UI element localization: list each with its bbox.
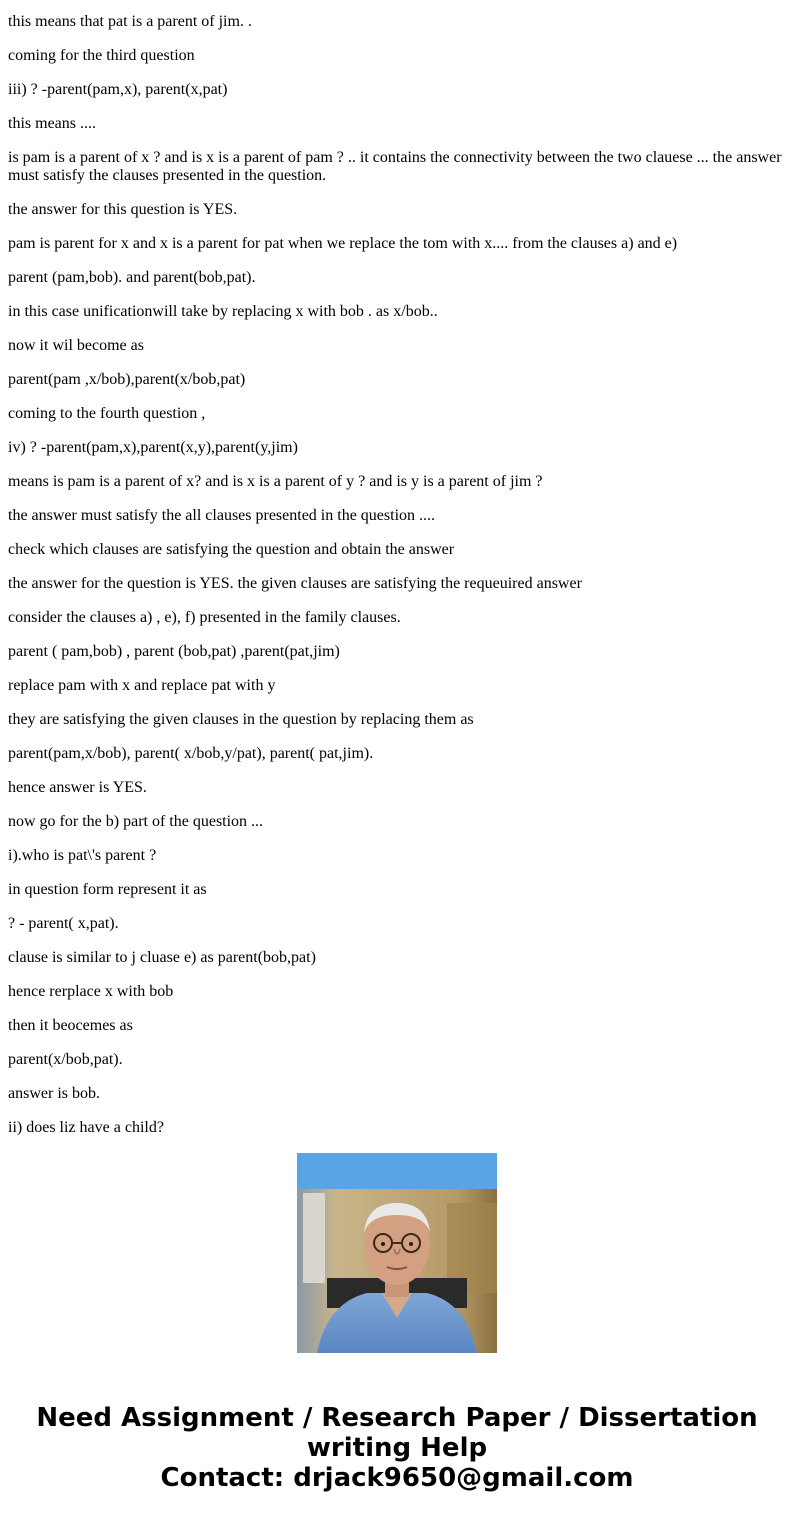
text-line: ii) does liz have a child? <box>8 1119 164 1136</box>
text-line: parent (pam,bob). and parent(bob,pat). <box>8 269 256 286</box>
text-line: answer is bob. <box>8 1085 100 1102</box>
text-line: check which clauses are satisfying the question and obtain the answer <box>8 541 455 558</box>
text-line: hence rerplace x with bob <box>8 983 174 1000</box>
text-line: the answer for the question is YES. the given clauses are satisfying the requeuired answer <box>8 575 582 592</box>
text-line: in this case unificationwill take by replacing x with bob . as x/bob.. <box>8 303 438 320</box>
text-line: parent(pam,x/bob), parent( x/bob,y/pat), parent( pat,jim). <box>8 745 374 762</box>
text-line: this means that pat is a parent of jim. . <box>8 13 252 30</box>
text-line: the answer must satisfy the all clauses presented in the question .... <box>8 507 436 524</box>
text-line: means is pam is a parent of x? and is x is a parent of y ? and is y is a parent of jim ? <box>8 473 543 490</box>
text-line: parent ( pam,bob) , parent (bob,pat) ,parent(pat,jim) <box>8 643 340 660</box>
author-avatar <box>297 1153 497 1353</box>
text-line: hence answer is YES. <box>8 779 147 796</box>
text-line: this means .... <box>8 115 96 132</box>
text-line: coming for the third question <box>8 47 195 64</box>
promo-headline: Need Assignment / Research Paper / Dissertation writing Help <box>36 1403 758 1463</box>
text-line: consider the clauses a) , e), f) presented in the family clauses. <box>8 609 401 626</box>
text-line: is pam is a parent of x ? and is x is a parent of pam ? .. it contains the connectivity between the two clauese ... the answer must satisfy the clauses presented in the question. <box>8 149 782 184</box>
text-line: now go for the b) part of the question ... <box>8 813 264 830</box>
person-photo-icon <box>297 1153 497 1353</box>
text-line: parent(pam ,x/bob),parent(x/bob,pat) <box>8 371 246 388</box>
text-line: they are satisfying the given clauses in the question by replacing them as <box>8 711 474 728</box>
text-line: in question form represent it as <box>8 881 207 898</box>
promo-contact: Contact: drjack9650@gmail.com <box>160 1463 634 1493</box>
text-line: replace pam with x and replace pat with y <box>8 677 276 694</box>
promo-banner <box>0 1403 794 1493</box>
text-line: ? - parent( x,pat). <box>8 915 119 932</box>
solution-text <box>8 0 786 1136</box>
text-line: parent(x/bob,pat). <box>8 1051 123 1068</box>
text-line: pam is parent for x and x is a parent for pat when we replace the tom with x.... from the clauses a) and e) <box>8 235 678 252</box>
text-line: the answer for this question is YES. <box>8 201 238 218</box>
text-line: now it wil become as <box>8 337 144 354</box>
text-line: then it beocemes as <box>8 1017 133 1034</box>
text-line: iv) ? -parent(pam,x),parent(x,y),parent(y,jim) <box>8 439 298 456</box>
text-line: iii) ? -parent(pam,x), parent(x,pat) <box>8 81 228 98</box>
text-line: clause is similar to j cluase e) as parent(bob,pat) <box>8 949 316 966</box>
text-line: coming to the fourth question , <box>8 405 206 422</box>
text-line: i).who is pat\'s parent ? <box>8 847 157 864</box>
